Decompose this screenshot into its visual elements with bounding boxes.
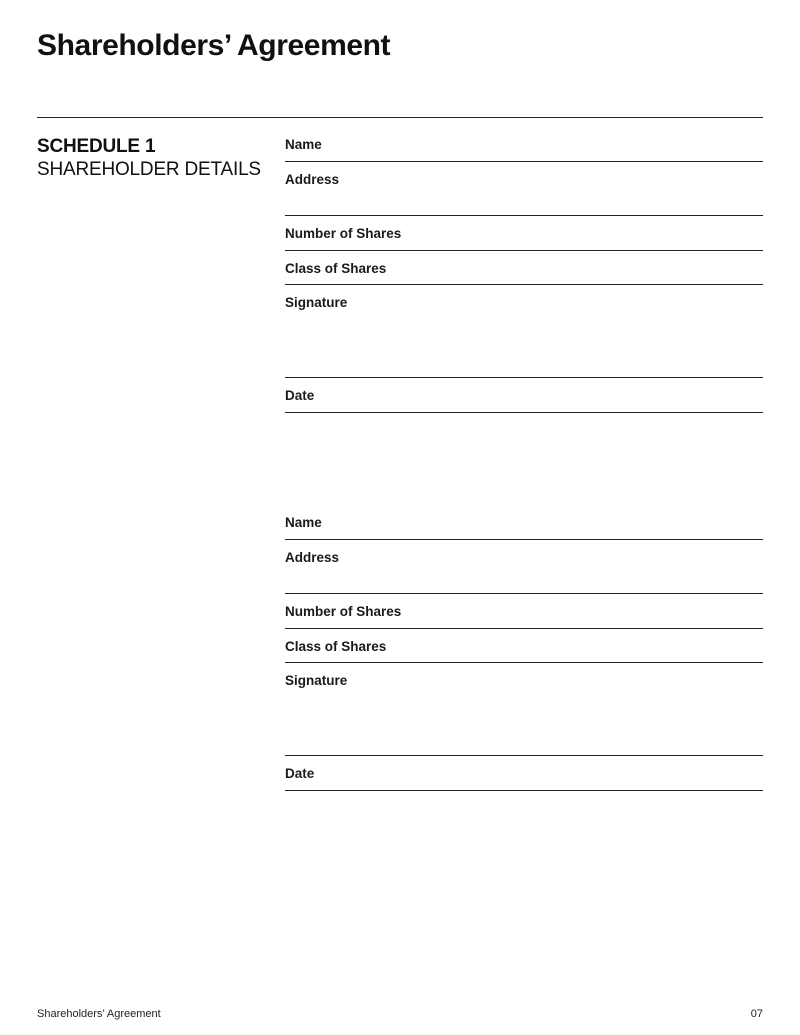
date-label: Date <box>285 766 315 781</box>
schedule-block <box>37 136 261 181</box>
page-title: Shareholders’ Agreement <box>37 29 391 62</box>
signature-label: Signature <box>285 673 348 688</box>
name-label: Name <box>285 515 322 530</box>
schedule-subheading: SHAREHOLDER DETAILS <box>37 159 261 180</box>
footer-document-title: Shareholders’ Agreement <box>37 1008 161 1020</box>
address-label: Address <box>285 550 340 565</box>
shareholder-form-1 <box>285 127 763 413</box>
class-of-shares-label: Class of Shares <box>285 260 387 276</box>
number-of-shares-field[interactable] <box>285 216 763 251</box>
address-label: Address <box>285 172 340 187</box>
date-field[interactable] <box>285 756 763 791</box>
date-label: Date <box>285 388 315 403</box>
header-divider <box>37 117 763 118</box>
class-of-shares-field[interactable] <box>285 251 763 286</box>
address-field[interactable] <box>285 540 763 594</box>
signature-label: Signature <box>285 295 348 310</box>
footer-page-number: 07 <box>750 1008 763 1020</box>
number-of-shares-label: Number of Shares <box>285 226 402 241</box>
name-label: Name <box>285 137 322 152</box>
number-of-shares-label: Number of Shares <box>285 604 402 619</box>
signature-field[interactable] <box>285 285 763 378</box>
class-of-shares-label: Class of Shares <box>285 638 387 654</box>
name-field[interactable] <box>285 127 763 162</box>
name-field[interactable] <box>285 505 763 540</box>
number-of-shares-field[interactable] <box>285 594 763 629</box>
class-of-shares-field[interactable] <box>285 629 763 664</box>
date-field[interactable] <box>285 378 763 413</box>
signature-field[interactable] <box>285 663 763 756</box>
address-field[interactable] <box>285 162 763 216</box>
shareholder-form-2 <box>285 505 763 791</box>
schedule-heading: SCHEDULE 1 <box>37 136 156 157</box>
